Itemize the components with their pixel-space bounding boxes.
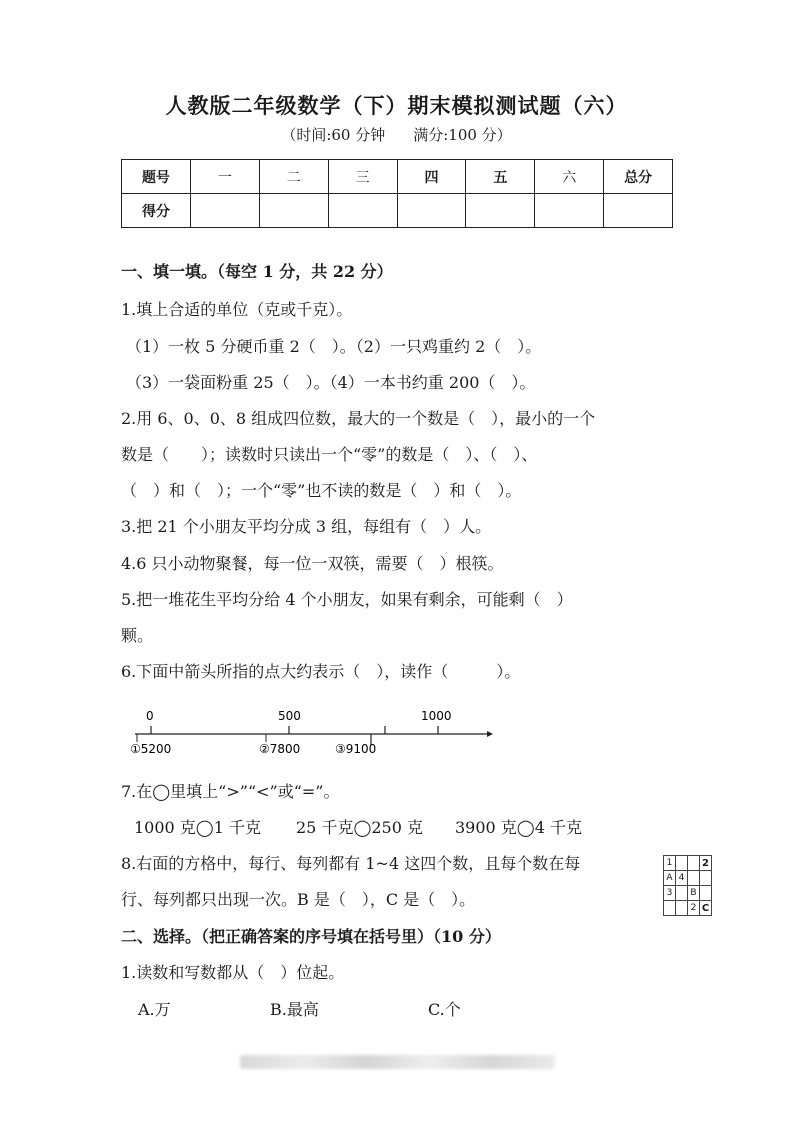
score-table-header-row: [122, 160, 673, 194]
exam-time: （时间:60 分钟: [281, 126, 386, 144]
section2-heading: 二、选择。（把正确答案的序号填在括号里）（10 分）: [121, 927, 501, 946]
q8-line1: 8.右面的方格中，每行、每列都有 1~4 这四个数，且每个数在每: [121, 854, 581, 873]
score-cell-q4: 四: [397, 160, 466, 194]
score-blank: [466, 194, 535, 228]
tick-label-1000: 1000: [421, 709, 452, 723]
q5-line1: 5.把一堆花生平均分给 4 个小朋友，如果有剩余，可能剩（ ）: [121, 590, 573, 609]
q7-stem: 7.在◯里填上“>”“<”或“=”。: [121, 782, 340, 801]
score-cell-total: 总分: [604, 160, 673, 194]
choice-b: B.最高: [270, 1000, 319, 1019]
score-cell-q1: 一: [190, 160, 259, 194]
exam-info: [0, 124, 793, 145]
score-blank: [259, 194, 328, 228]
score-blank: [397, 194, 466, 228]
point-label-1: ①5200: [130, 742, 172, 756]
q1-stem: 1.填上合适的单位（克或千克）。: [121, 300, 353, 319]
grid-cell: C: [700, 901, 712, 916]
q1-row2: （3）一袋面粉重 25（ ）。（4）一本书约重 200（ ）。: [126, 373, 536, 392]
score-cell-q6: 六: [535, 160, 604, 194]
q8-line2: 行、每列都只出现一次。B 是（ ），C 是（ ）。: [121, 890, 476, 909]
score-cell-q2: 二: [259, 160, 328, 194]
point-label-2: ②7800: [259, 742, 301, 756]
choice-c: C.个: [428, 1000, 461, 1019]
arrow-head-icon: [487, 731, 493, 737]
grid-cell: 2: [700, 856, 712, 871]
grid-cell: 2: [688, 901, 700, 916]
q2-line3: （ ）和（ ）；一个“零”也不读的数是（ ）和（ ）。: [121, 481, 522, 500]
grid-cell: 3: [664, 886, 676, 901]
score-cell-q5: 五: [466, 160, 535, 194]
grid-cell: [676, 886, 688, 901]
q7-item-2: 25 千克◯250 克: [296, 818, 423, 837]
point-label-3: ③9100: [335, 742, 377, 756]
grid-cell: [664, 901, 676, 916]
section2-q1: 1.读数和写数都从（ ）位起。: [121, 963, 345, 982]
grid-cell: 1: [664, 856, 676, 871]
exam-full-score: 满分:100 分）: [413, 126, 512, 144]
q4: 4.6 只小动物聚餐，每一位一双筷，需要（ ）根筷。: [121, 554, 504, 573]
q2-line2: 数是（ ）；读数时只读出一个“零”的数是（ ）、（ ）、: [121, 445, 538, 464]
grid-cell: 4: [676, 871, 688, 886]
tick-label-0: 0: [146, 709, 154, 723]
grid-cell: [676, 856, 688, 871]
q3: 3.把 21 个小朋友平均分成 3 组，每组有（ ）人。: [121, 517, 492, 536]
score-blank: [328, 194, 397, 228]
grid-cell: [700, 886, 712, 901]
score-blank: [535, 194, 604, 228]
blurred-footer: [240, 1055, 555, 1069]
q7-item-1: 1000 克◯1 千克: [134, 818, 261, 837]
q1-row1: （1）一枚 5 分硬币重 2（ ）。（2）一只鸡重约 2（ ）。: [126, 337, 542, 356]
tick-label-500: 500: [278, 709, 301, 723]
score-table: [121, 159, 673, 228]
score-cell-label: 题号: [122, 160, 191, 194]
score-row-label: 得分: [122, 194, 191, 228]
score-blank: [190, 194, 259, 228]
score-blank: [604, 194, 673, 228]
section1-heading: 一、填一填。（每空 1 分，共 22 分）: [121, 262, 393, 281]
grid-cell: [688, 871, 700, 886]
q5-line2: 颗。: [121, 626, 154, 645]
q6: 6.下面中箭头所指的点大约表示（ ），读作（ ）。: [121, 662, 521, 681]
latin-square-grid: [663, 855, 712, 916]
q2-line1: 2.用 6、0、0、8 组成四位数，最大的一个数是（ ），最小的一个: [121, 409, 596, 428]
page-title: 人教版二年级数学（下）期末模拟测试题（六）: [165, 93, 628, 118]
score-table-score-row: [122, 194, 673, 228]
grid-cell: [688, 856, 700, 871]
q7-item-3: 3900 克◯4 千克: [455, 818, 582, 837]
grid-cell: [700, 871, 712, 886]
score-cell-q3: 三: [328, 160, 397, 194]
grid-cell: [676, 901, 688, 916]
number-line-figure: [125, 705, 495, 763]
grid-cell: A: [664, 871, 676, 886]
choice-a: A.万: [138, 1000, 171, 1019]
grid-cell: B: [688, 886, 700, 901]
